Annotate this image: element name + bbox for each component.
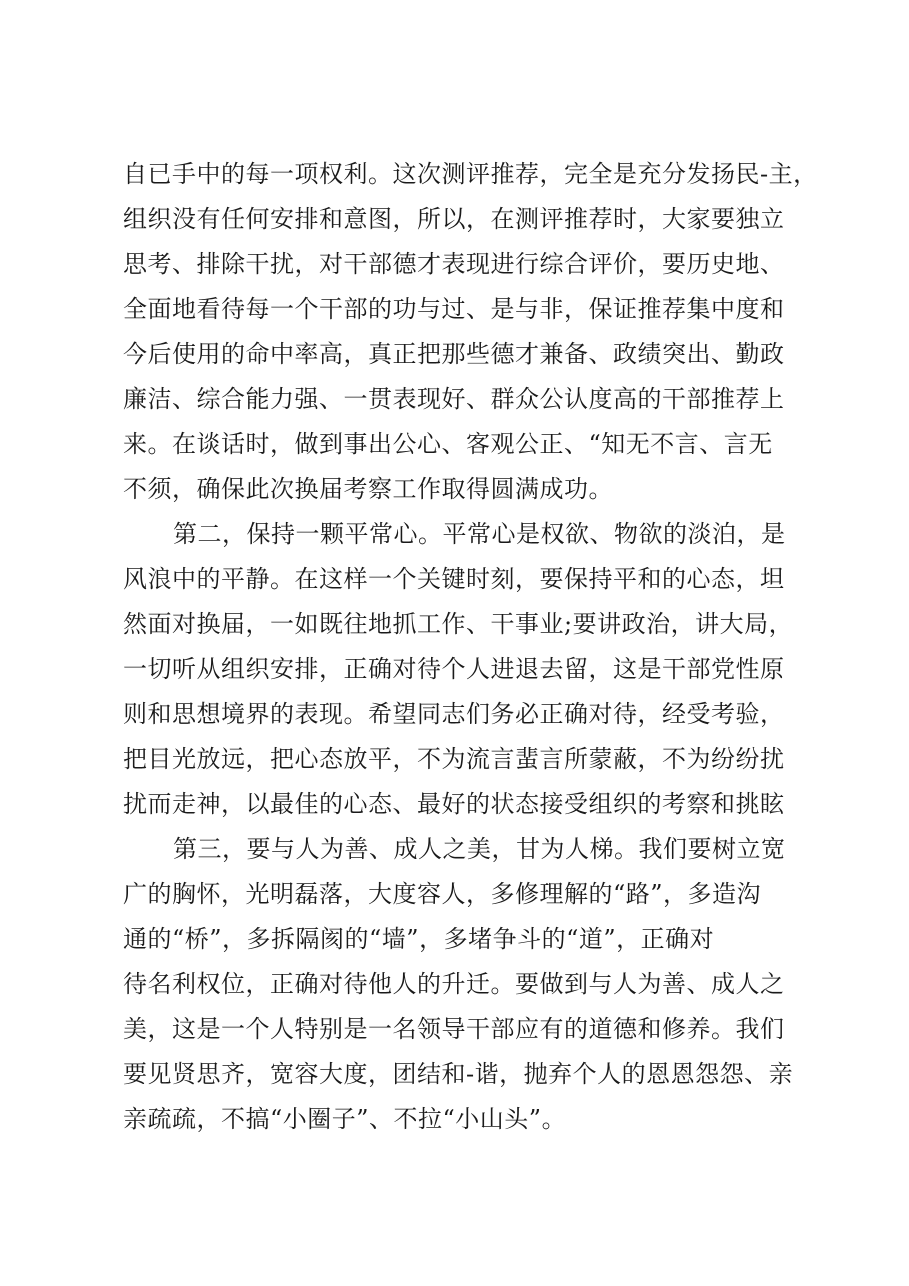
text-line: 然面对换届，一如既往地抓工作、干事业;要讲政治，讲大局， (123, 610, 794, 638)
paragraph-start-line: 第二，保持一颗平常心。平常心是权欲、物欲的淡泊，是 (173, 520, 786, 548)
text-line: 不须，确保此次换届考察工作取得圆满成功。 (123, 475, 613, 503)
text-line: 来。在谈话时，做到事出公心、客观公正、“知无不言、言无 (123, 430, 773, 458)
text-line: 广的胸怀，光明磊落，大度容人，多修理解的“路”，多造沟 (123, 880, 762, 908)
text-line: 要见贤思齐，宽容大度，团结和-谐，抛弃个人的恩恩怨怨、亲 (123, 1060, 794, 1088)
text-line: 今后使用的命中率高，真正把那些德才兼备、政绩突出、勤政 (123, 340, 785, 368)
text-line: 把目光放远，把心态放平，不为流言蜚言所蒙蔽，不为纷纷扰 (123, 745, 785, 773)
text-line: 扰而走神，以最佳的心态、最好的状态接受组织的考察和挑眩 (123, 790, 785, 818)
text-line: 自已手中的每一项权利。这次测评推荐，完全是充分发扬民-主， (123, 160, 818, 188)
text-line: 风浪中的平静。在这样一个关键时刻，要保持平和的心态，坦 (123, 565, 785, 593)
text-line: 全面地看待每一个干部的功与过、是与非，保证推荐集中度和 (123, 295, 785, 323)
text-line: 则和思想境界的表现。希望同志们务必正确对待，经受考验， (123, 700, 785, 728)
paragraph-start-line: 第三，要与人为善、成人之美，甘为人梯。我们要树立宽 (173, 835, 786, 863)
text-line: 廉洁、综合能力强、一贯表现好、群众公认度高的干部推荐上 (123, 385, 785, 413)
text-line: 亲疏疏，不搞“小圈子”、不拉“小山头”。 (123, 1105, 567, 1133)
text-line: 一切听从组织安排，正确对待个人进退去留，这是干部党性原 (123, 655, 785, 683)
text-line: 思考、排除干扰，对干部德才表现进行综合评价，要历史地、 (123, 250, 785, 278)
text-line: 美，这是一个人特别是一名领导干部应有的道德和修养。我们 (123, 1015, 785, 1043)
text-line: 通的“桥”，多拆隔阂的“墙”，多堵争斗的“道”，正确对 (123, 925, 715, 953)
text-line: 待名利权位，正确对待他人的升迁。要做到与人为善、成人之 (123, 970, 785, 998)
text-line: 组织没有任何安排和意图，所以，在测评推荐时，大家要独立 (123, 205, 785, 233)
